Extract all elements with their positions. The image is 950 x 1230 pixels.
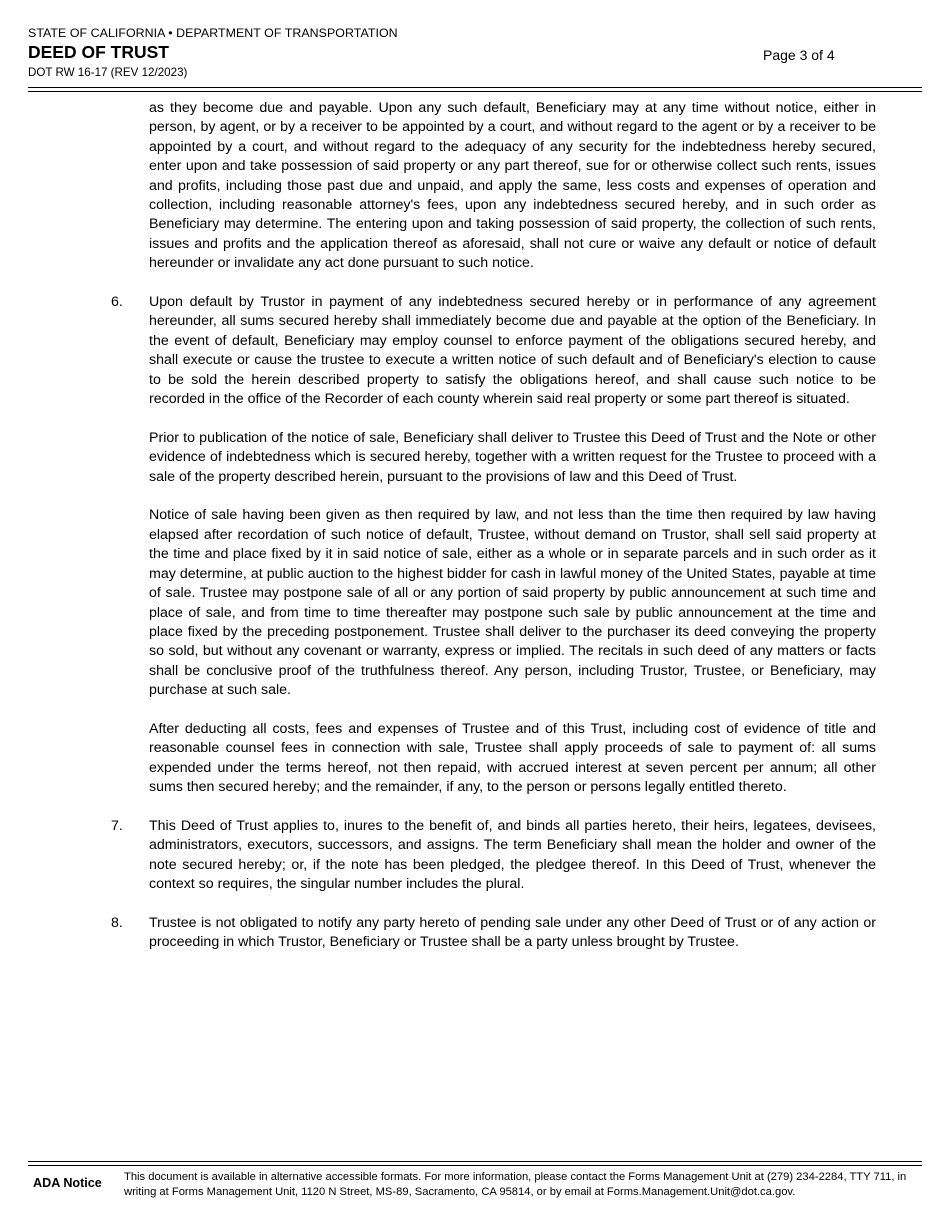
page-header: [28, 25, 922, 80]
footer-divider: [28, 1161, 922, 1166]
clause-paragraph: Upon default by Trustor in payment of any indebtedness secured hereby or in performance of any agreement hereunder, all sums secured hereby shall immediately become due and payable at the option of the Beneficiary. In the event of default, Beneficiary may employ counsel to enforce payment of the obligations secured hereby, and shall execute or cause the trustee to execute a written notice of such default and of Beneficiary's election to cause to be sold the herein described property to satisfy the obligations hereof, and shall cause such notice to be recorded in the office of the Recorder of each county wherein said real property or some part thereof is situated.: [149, 294, 876, 408]
header-divider: [28, 87, 922, 92]
clause-6: [111, 293, 876, 798]
clause-number: 6.: [111, 294, 123, 311]
ada-notice-label: ADA Notice: [33, 1176, 102, 1190]
clause-number: 7.: [111, 817, 123, 834]
clause-8: [111, 914, 876, 953]
clause-7: [111, 817, 876, 895]
clause-paragraph: Prior to publication of the notice of sale, Beneficiary shall deliver to Trustee this Deed of Trust and the Note or other evidence of indebtedness which is secured hereby, together with a written request for the Trustee to proceed with a sale of the property described herein, pursuant to the provisions of law and this Deed of Trust.: [149, 429, 876, 485]
clause-paragraph: After deducting all costs, fees and expenses of Trustee and of this Trust, including cost of evidence of title and reasonable counsel fees in connection with sale, Trustee shall apply proceeds of sale to payment of: all sums expended under the terms hereof, not then repaid, with accrued interest at seven percent per annum; all other sums then secured hereby; and the remainder, if any, to the person or persons legally entitled thereto.: [149, 720, 876, 796]
document-body: [111, 99, 876, 972]
continued-paragraph: as they become due and payable. Upon any such default, Beneficiary may at any time without notice, either in person, by agent, or by a receiver to be appointed by a court, and without regard to the agent or by a receiver to be appointed by a court, and without regard to the adequacy of any security for the indebtedness hereby secured, enter upon and take possession of said property or any part thereof, sue for or otherwise collect such rents, issues and profits, including those past due and unpaid, and apply the same, less costs and expenses of operation and collection, including reasonable attorney's fees, upon any indebtedness secured hereby, and in such order as Beneficiary may determine. The entering upon and taking possession of said property, the collection of such rents, issues and profits and the application thereof as aforesaid, shall not cure or waive any default or notice of default hereunder or invalidate any act done pursuant to such notice.: [149, 100, 876, 272]
clause-number: 8.: [111, 914, 123, 931]
clause-paragraph: This Deed of Trust applies to, inures to the benefit of, and binds all parties hereto, their heirs, legatees, devisees, administrators, executors, successors, and assigns. The term Beneficiary shall mean the holder and owner of the note secured hereby; or, if the note has been pledged, the pledgee thereof. In this Deed of Trust, whenever the context so requires, the singular number includes the plural.: [149, 817, 876, 893]
ada-notice-text: This document is available in alternative accessible formats. For more information, please contact the Forms Management Unit at (279) 234-2284, TTY 711, in writing at Forms Management Unit, 1120 N Street, MS-89, Sacramento, CA 95814, or by email at Forms.Management.Unit@dot.ca.gov.: [124, 1171, 907, 1199]
agency-line: STATE OF CALIFORNIA • DEPARTMENT OF TRANSPORTATION: [28, 26, 398, 40]
clause-paragraph: Notice of sale having been given as then required by law, and not less than the time then required by law having elapsed after recordation of such notice of default, Trustee, without demand on Trustor, shall sell said property at the time and place fixed by it in said notice of sale, either as a whole or in separate parcels and in such order as it may determine, at public auction to the highest bidder for cash in lawful money of the United States, payable at time of sale. Trustee may postpone sale of all or any portion of said property by public announcement at such time and place of sale, and from time to time thereafter may postpone such sale by public announcement at the time and place fixed by the preceding postponement. Trustee shall deliver to the purchaser its deed conveying the property so sold, but without any covenant or warranty, express or implied. The recitals in such deed of any matters or facts shall be conclusive proof of the truthfulness thereof. Any person, including Trustor, Trustee, or Beneficiary, may purchase at such sale.: [149, 507, 876, 699]
document-title: DEED OF TRUST: [28, 42, 169, 62]
page-number: Page 3 of 4: [763, 47, 835, 63]
form-number: DOT RW 16-17 (REV 12/2023): [28, 66, 188, 79]
clause-paragraph: Trustee is not obligated to notify any party hereto of pending sale under any other Deed of Trust or of any action or proceeding in which Trustor, Beneficiary or Trustee shall be a party unless brought by Trustee.: [149, 914, 876, 951]
